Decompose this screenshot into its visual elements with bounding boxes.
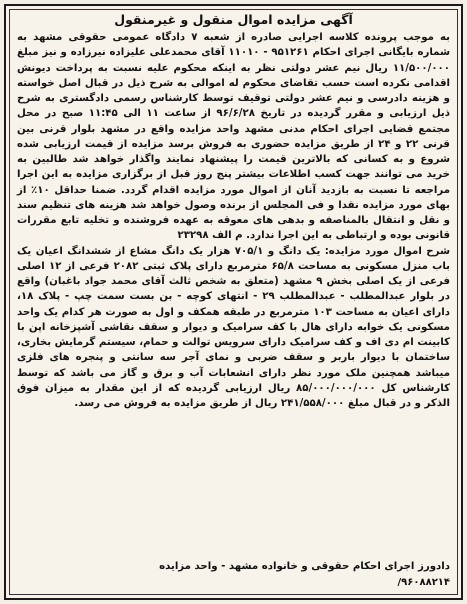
notice-inner-frame xyxy=(9,9,458,595)
notice-body xyxy=(17,30,450,411)
notice-paragraph-property: شرح اموال مورد مزایده: یک دانگ و ۷۰۵/۱ هزار یک دانگ مشاع از ششدانگ اعیان یک باب منزل مسکونی به مساحت ۶۵/۸ مترمربع دارای پلاک ثبتی ۲۰۸۲ فرعی از ۱۲ اصلی فرعی از یک اصلی بخش ۹ مشهد (متعلق به شخص ثالث آقای محمد جواد باغبان) واقع در بلوار عبدالمطلب - عبدالمطلب ۲۹ - انتهای کوچه - بن بست سمت چپ - پلاک ۱۸، دارای اعیان به مساحت ۱۰۳ مترمربع در طبقه همکف و اول به صورت هر کدام یک واحد مسکونی یک خوابه دارای هال با کف سرامیک و دیوار و سقف نقاشی آشپزخانه اپن با کابینت ام دی اف و کف سرامیک دارای سرویس توالت و حمام، سیستم گرمایش بخاری، ساختمان با دیوار باربر و سقف ضربی و نمای آجر سه سانتی و پنجره های فلزی میباشد همچنین ملک مورد نظر دارای انشعابات آب و برق و گاز می باشد که توسط کارشناس کل ۸۵/۰۰۰/۰۰۰/۰۰۰ ریال ارزیابی گردیده که از این مقدار به میزان فوق الذکر و در قبال مبلغ ۲۴۱/۵۵۸/۰۰۰ ریال از طریق مزایده به فروش می رسد. xyxy=(17,245,450,409)
notice-paragraph-intro: به موجب پرونده کلاسه اجرایی صادره از شعبه ۷ دادگاه عمومی حقوقی مشهد به شماره بایگانی اجرای احکام ۹۵۱۲۶۱ - ۱۱۰۱۰ آقای محمدعلی علیزاده نیرزاده و نیز مبلغ ۱۱/۵۰۰/۰۰۰ ریال نیم عشر دولتی نظر به اینکه محکوم علیه نسبت به پرداخت دیونش اقدامی نکرده است حسب تقاضای محکوم له اموالی به شرح ذیل در قبال اصل خواسته و هزینه دادرسی و نیم عشر دولتی توقیف توسط کارشناس رسمی دادگستری به شرح ذیل ارزیابی و مقرر گردیده در تاریخ ۹۶/۶/۲۸ از ساعت ۱۱ الی ۱۱:۴۵ صبح در محل مجتمع قضایی اجرای احکام مدنی مشهد واحد مزایده واقع در مشهد بلوار قرنی بین قرنی ۲۲ و ۲۴ از طریق مزایده حضوری به فروش برسد مزایده از قیمت ارزیابی شده شروع و به کسانی که بالاترین قیمت را پیشنهاد نمایند واگذار خواهد شد طالبین به خرید می توانند جهت کسب اطلاعات بیشتر پنج روز قبل از برگزاری مزایده به این اجرا مراجعه تا نسبت به بازدید آنان از اموال مورد مزایده اقدام گردد. ضمنا حداقل ۱۰٪ از بهای مورد مزایده نقدا و فی المجلس از برنده وصول خواهد شد هزینه های تنظیم سند و نقل و انتقال بالمناصفه و بدهی های معوقه به عهده فروشنده و تخلیه تابع مقررات قانونی بوده و ارتباطی به این اجرا ندارد. م الف ۲۳۲۹۸ xyxy=(17,32,450,242)
notice-title: آگهی مزایده اموال منقول و غیرمنقول xyxy=(114,12,353,27)
notice-code: ۹۶۰۸۸۲۱۴/ xyxy=(397,577,450,588)
notice-signature: دادورز اجرای احکام حقوقی و خانواده مشهد - واحد مزایده xyxy=(159,561,450,572)
notice-frame xyxy=(4,4,463,600)
